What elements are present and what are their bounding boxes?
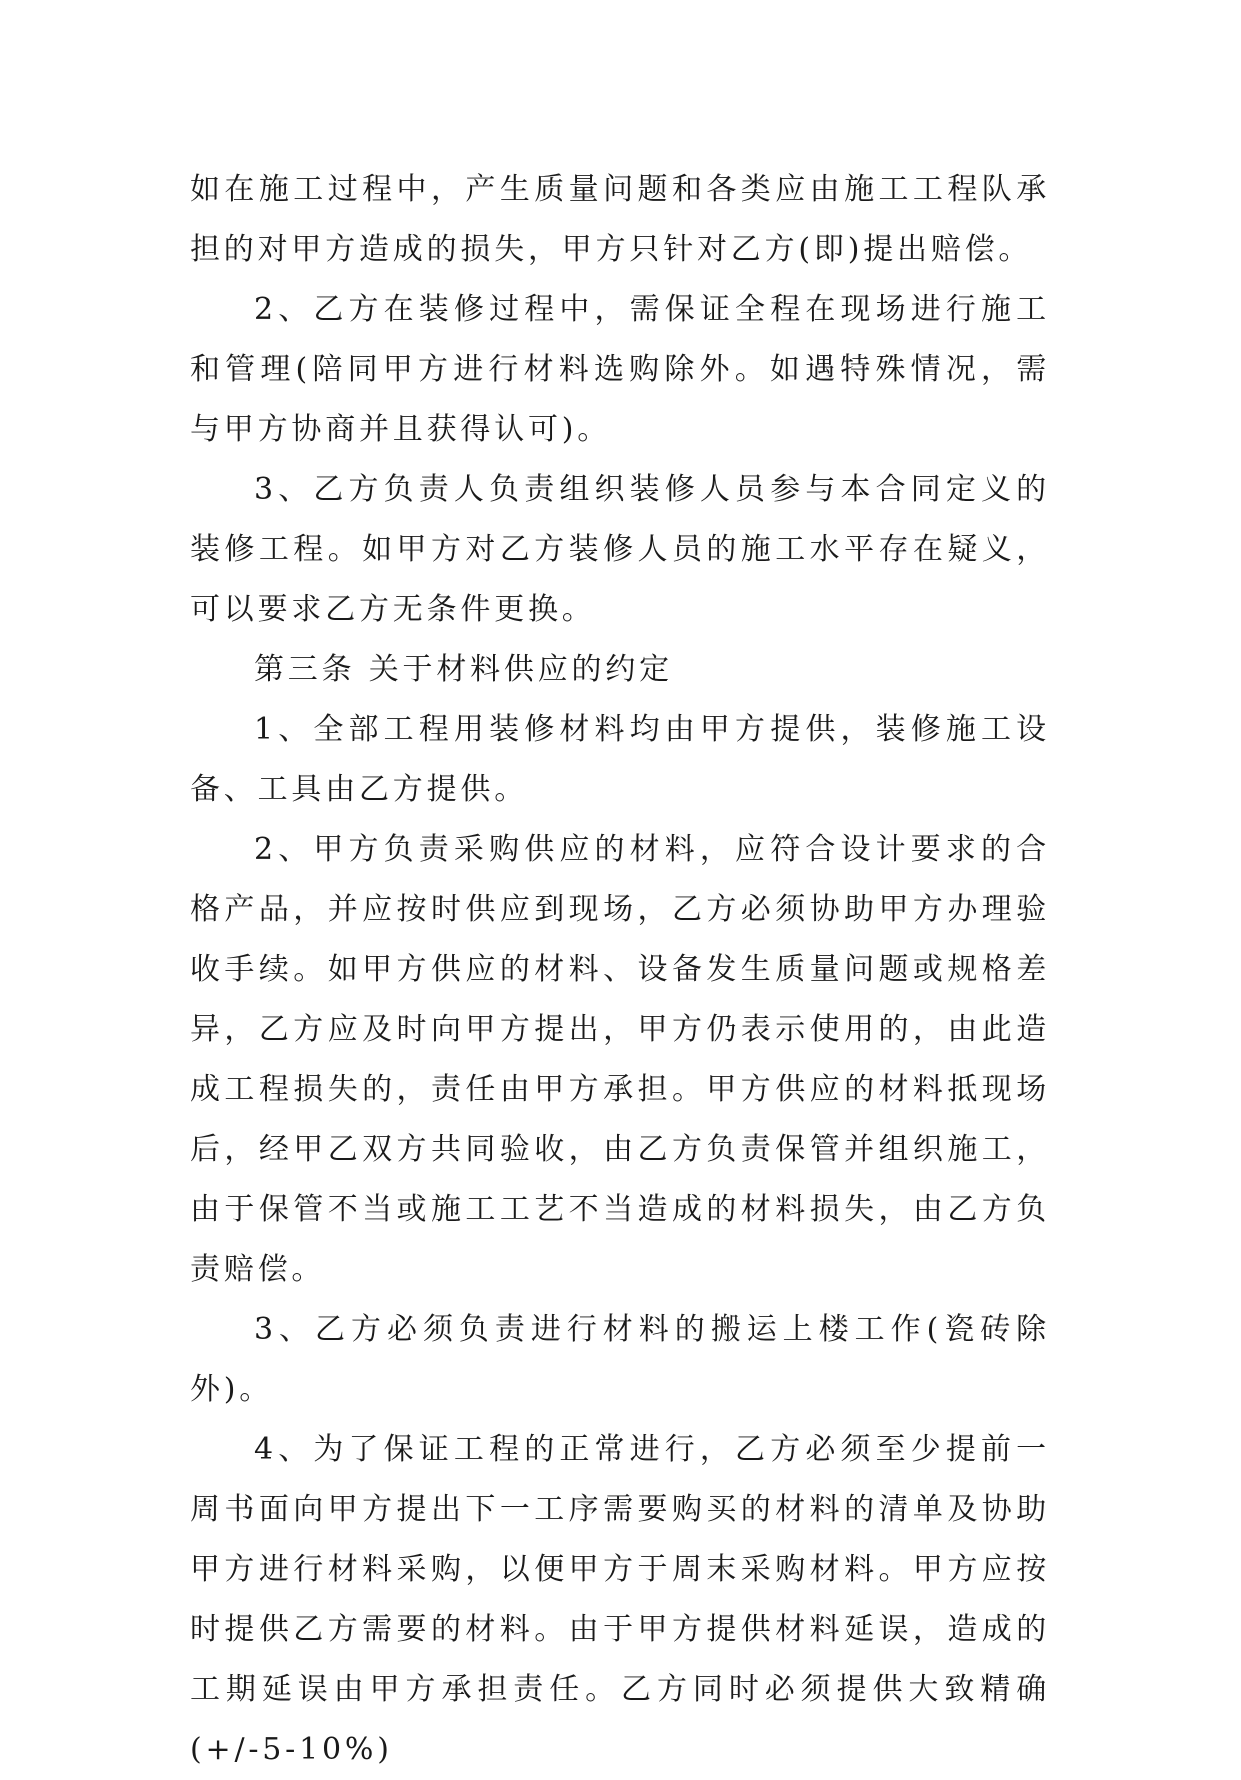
paragraph-clause-3-staff-replacement: 3、乙方负责人负责组织装修人员参与本合同定义的装修工程。如甲方对乙方装修人员的施工水平存在疑义，可以要求乙方无条件更换。 bbox=[190, 472, 1050, 627]
paragraph-material-clause-4: 4、为了保证工程的正常进行，乙方必须至少提前一周书面向甲方提出下一工序需要购买的材料的清单及协助甲方进行材料采购，以便甲方于周末采购材料。甲方应按时提供乙方需要的材料。由于甲方提供材料延误，造成的工期延误由甲方承担责任。乙方同时必须提供大致精确(+/-5-10%) bbox=[190, 1432, 1050, 1767]
paragraph-material-clause-2: 2、甲方负责采购供应的材料，应符合设计要求的合格产品，并应按时供应到现场，乙方必须协助甲方办理验收手续。如甲方供应的材料、设备发生质量问题或规格差异，乙方应及时向甲方提出，甲方仍表示使用的，由此造成工程损失的，责任由甲方承担。甲方供应的材料抵现场后，经甲乙双方共同验收，由乙方负责保管并组织施工，由于保管不当或施工工艺不当造成的材料损失，由乙方负责赔偿。 bbox=[190, 832, 1050, 1287]
paragraph-material-clause-3: 3、乙方必须负责进行材料的搬运上楼工作(瓷砖除外)。 bbox=[190, 1312, 1050, 1407]
paragraph-continued-damages: 如在施工过程中，产生质量问题和各类应由施工工程队承担的对甲方造成的损失，甲方只针对乙方(即)提出赔偿。 bbox=[190, 172, 1050, 267]
paragraph-clause-2-onsite-management: 2、乙方在装修过程中，需保证全程在现场进行施工和管理(陪同甲方进行材料选购除外。如遇特殊情况，需与甲方协商并且获得认可)。 bbox=[190, 292, 1050, 447]
document-page bbox=[190, 160, 1050, 1780]
paragraph-material-clause-1: 1、全部工程用装修材料均由甲方提供，装修施工设备、工具由乙方提供。 bbox=[190, 712, 1050, 807]
section-heading-article-3: 第三条 关于材料供应的约定 bbox=[254, 652, 673, 687]
